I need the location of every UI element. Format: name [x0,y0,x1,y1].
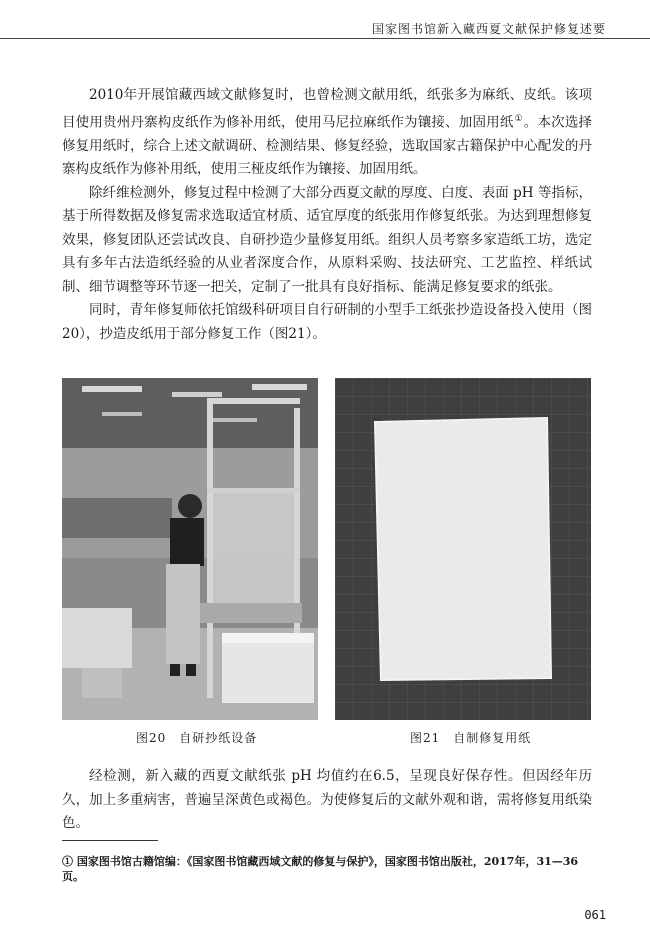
body-text-bottom [62,765,592,836]
body-text-top [62,84,592,346]
footnote-mark: ① [62,855,73,868]
header-rule [0,38,650,39]
running-header: 国家图书馆新入藏西夏文献保护修复述要 [371,22,606,36]
figure-20-photo [62,378,318,720]
paragraph-1-text-a: 2010年开展馆藏西域文献修复时，也曾检测文献用纸，纸张多为麻纸、皮纸。该项目使用贵州丹寨构皮纸作为修补用纸，使用马尼拉麻纸作为镶接、加固用纸 [62,87,592,130]
figure-21-caption: 图21 自制修复用纸 [410,731,532,745]
page-number: 061 [584,908,606,922]
figure-20-caption: 图20 自研抄纸设备 [136,731,258,745]
paragraph-3: 同时，青年修复师依托馆级科研项目自行研制的小型手工纸张抄造设备投入使用（图20），抄造皮纸用于部分修复工作（图21）。 [62,302,592,342]
figure-21-photo [335,378,591,720]
paragraph-2: 除纤维检测外，修复过程中检测了大部分西夏文献的厚度、白度、表面 pH 等指标，基于所得数据及修复需求选取适宜材质、适宜厚度的纸张用作修复纸张。为达到理想修复效果，修复团队还尝试改良、自研抄造少量修复用纸。组织人员考察多家造纸工坊，选定具有多年古法造纸经验的从业者深度合作，从原料采购、技法研究、工艺监控、样纸试制、细节调整等环节逐一把关，定制了一批具有良好指标、能满足修复要求的纸张。 [62,184,592,295]
paragraph-1 [62,84,592,182]
paragraph-1-text-b: 。本次选择修复用纸时，综合上述文献调研、检测结果、修复经验，选取国家古籍保护中心配发的丹寨构皮纸作为修补用纸，使用三桠皮纸作为镶接、加固用纸。 [62,114,593,177]
footnote [62,854,592,884]
figure-21-illustration [335,378,591,720]
figure-20-illustration [62,378,318,720]
footnote-text: 国家图书馆古籍馆编：《国家图书馆藏西域文献的修复与保护》，国家图书馆出版社，2017年，31—36页。 [62,855,579,883]
footnote-ref: ① [514,113,523,124]
footnote-rule [62,840,158,841]
paragraph-4: 经检测，新入藏的西夏文献纸张 pH 均值约在6.5，呈现良好保存性。但因经年历久，加上多重病害，普遍呈深黄色或褐色。为使修复后的文献外观和谐，需将修复用纸染色。 [62,768,592,831]
